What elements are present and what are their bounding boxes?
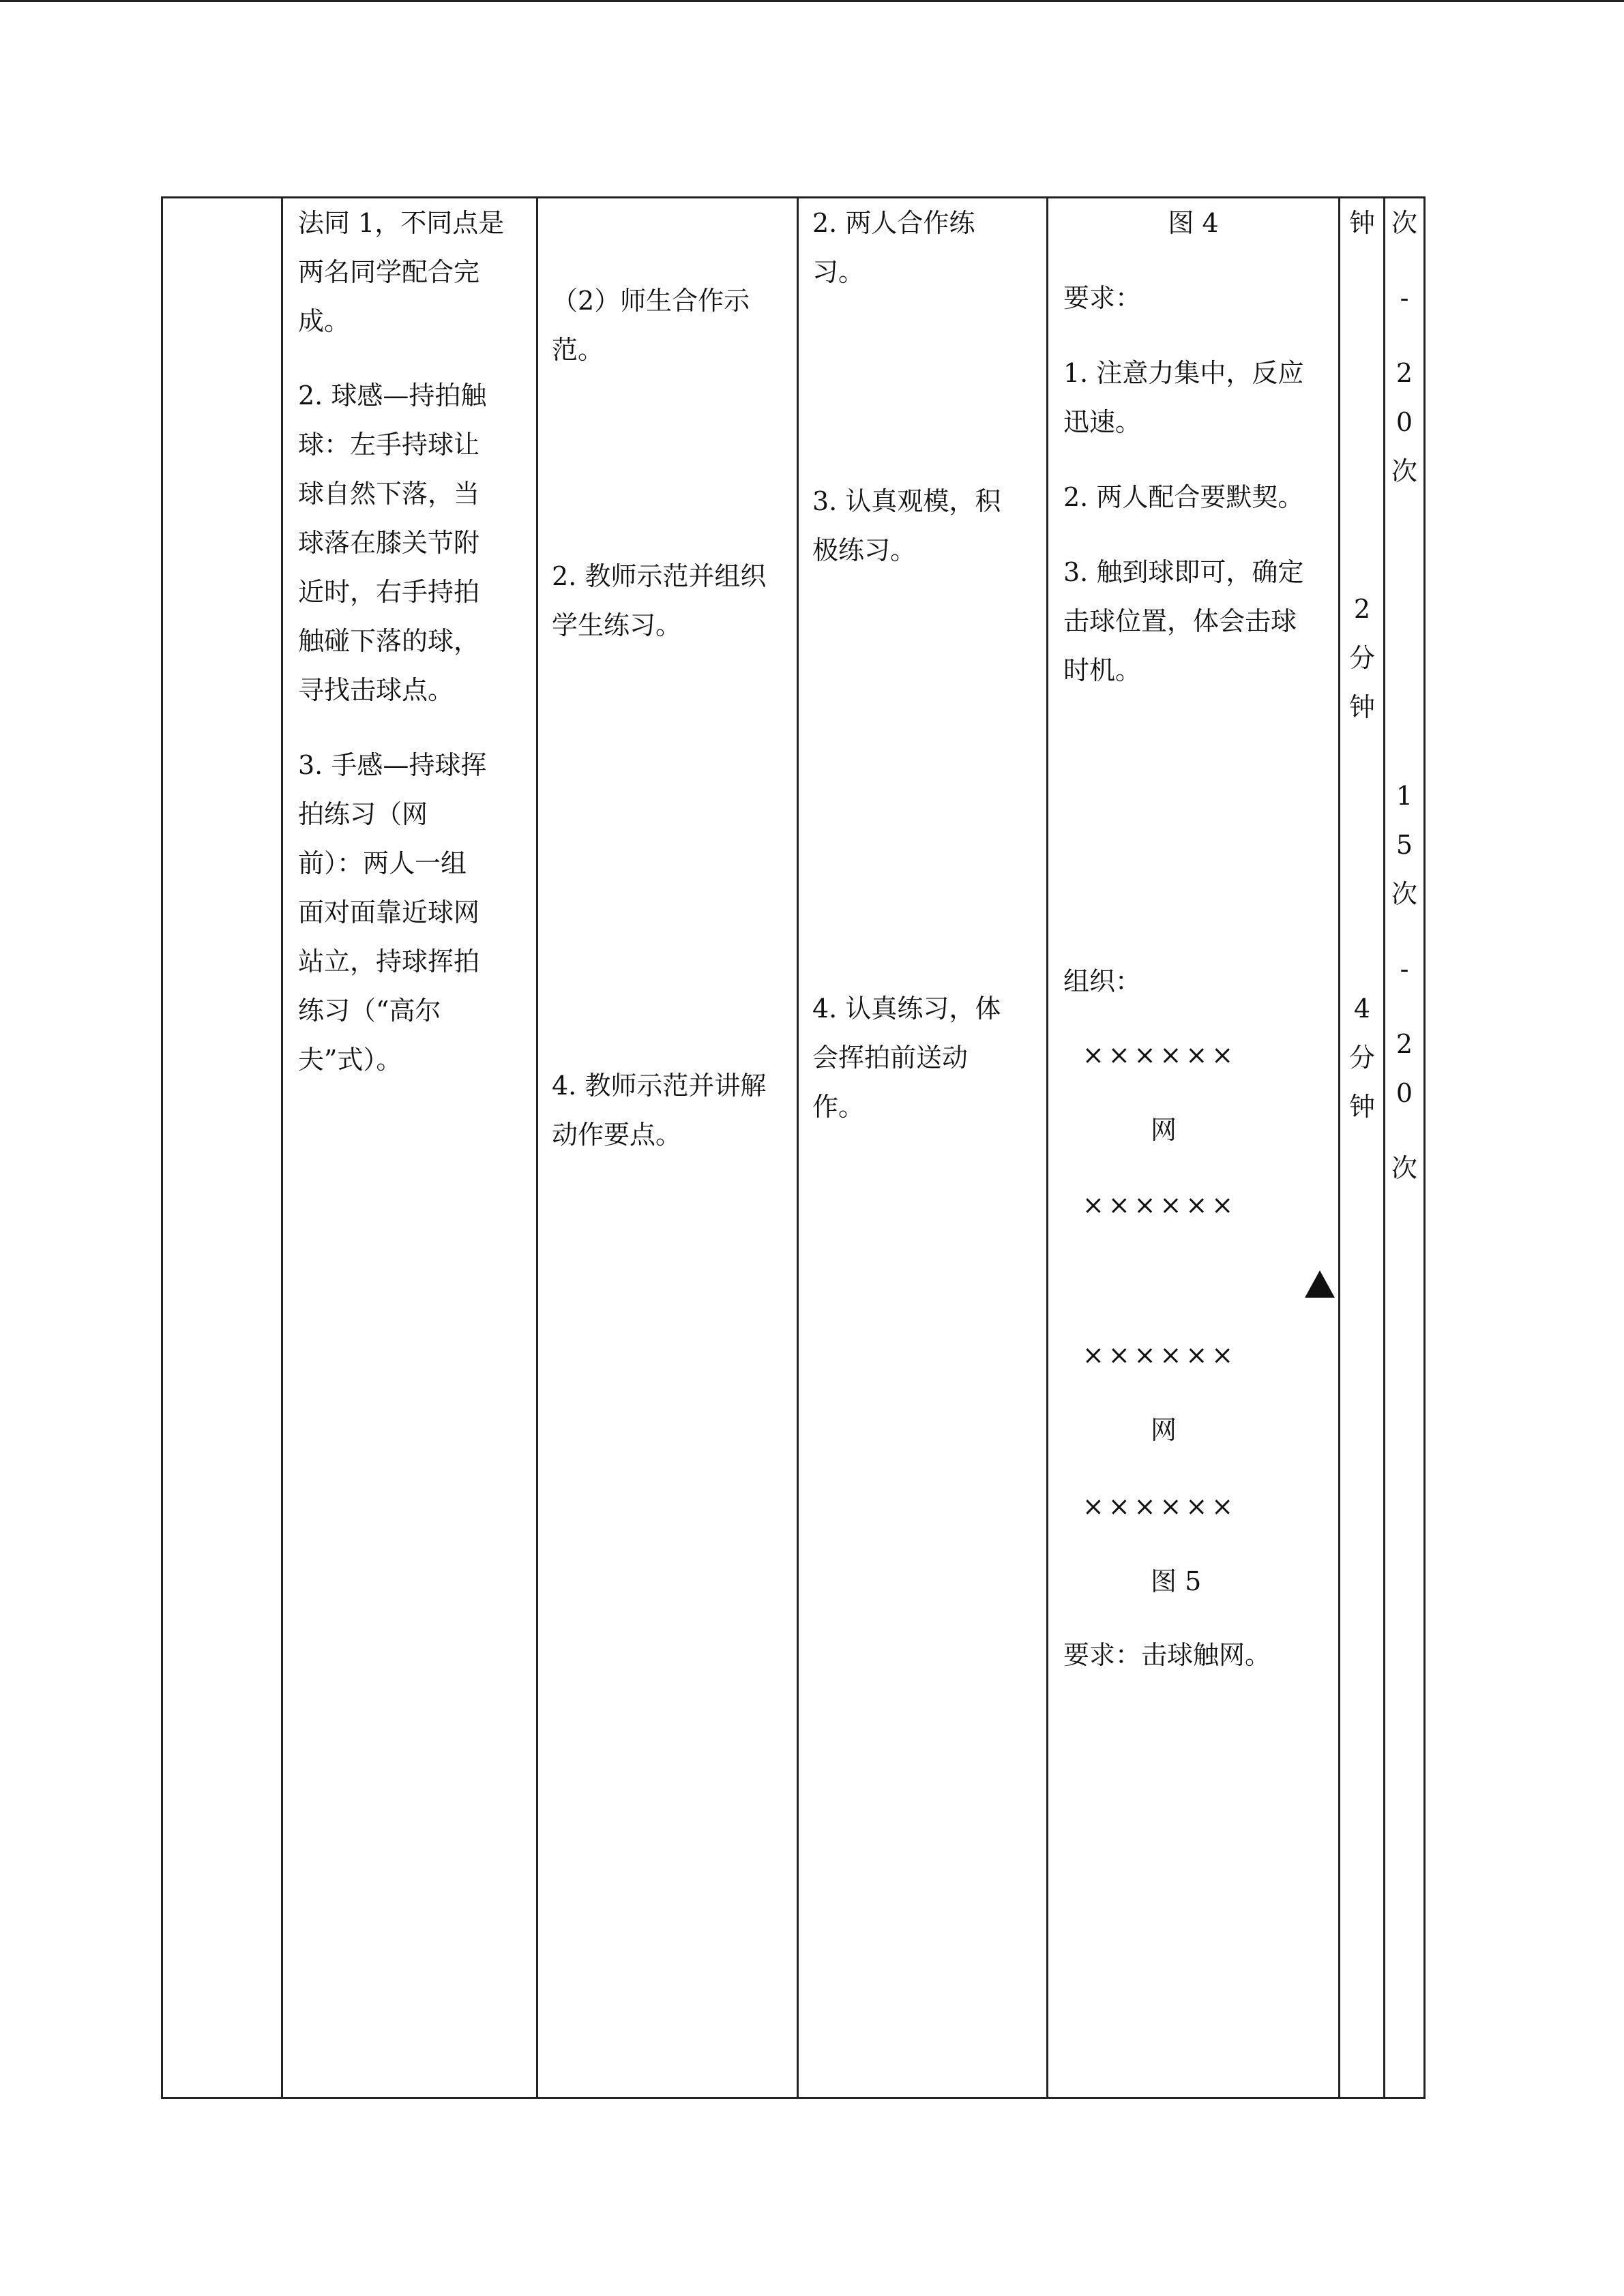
repetition-char: 次 xyxy=(1391,208,1417,238)
student-line: 习。 xyxy=(812,257,865,287)
teacher-column-cell xyxy=(538,198,797,2097)
teacher-line: 学生练习。 xyxy=(552,610,682,640)
content-line: 成。 xyxy=(298,306,351,336)
repetition-char: 1 xyxy=(1396,781,1413,811)
content-line: 2. 球感—持拍触 xyxy=(298,381,487,411)
time-char: 钟 xyxy=(1348,1092,1375,1122)
student-row-formation: ×××××× xyxy=(1082,1491,1238,1521)
time-char: 钟 xyxy=(1348,692,1375,722)
content-line: 球：左手持球让 xyxy=(298,430,480,460)
student-line: 2. 两人合作练 xyxy=(812,208,975,238)
student-line: 作。 xyxy=(812,1092,865,1122)
requirement-line: 1. 注意力集中，反应 xyxy=(1063,358,1304,388)
content-line: 球落在膝关节附 xyxy=(298,528,480,558)
student-line: 会挥拍前送动 xyxy=(812,1043,969,1073)
content-line: 寻找击球点。 xyxy=(298,675,454,705)
time-char: 钟 xyxy=(1348,208,1375,238)
teacher-line: 4. 教师示范并讲解 xyxy=(552,1071,767,1101)
repetition-char: 2 xyxy=(1396,358,1413,388)
content-line: 面对面靠近球网 xyxy=(298,897,480,927)
empty-column-cell xyxy=(163,198,281,2097)
student-column-cell xyxy=(799,198,1046,2097)
student-row-formation: ×××××× xyxy=(1082,1340,1238,1370)
content-line: 法同 1，不同点是 xyxy=(298,208,505,238)
time-column-cell xyxy=(1340,198,1383,2097)
content-line: 球自然下落，当 xyxy=(298,479,480,509)
organisation-column-cell xyxy=(1048,198,1338,2097)
content-line: 3. 手感—持球挥 xyxy=(298,750,487,780)
organisation-label: 组织： xyxy=(1063,966,1142,996)
content-line: 近时，右手持拍 xyxy=(298,577,480,607)
net-label: 网 xyxy=(1151,1115,1177,1145)
teacher-line: 2. 教师示范并组织 xyxy=(552,561,767,591)
requirement-line: 击球位置，体会击球 xyxy=(1063,606,1297,636)
requirement-line: 要求：击球触网。 xyxy=(1063,1640,1271,1670)
student-line: 4. 认真练习，体 xyxy=(812,994,1001,1024)
teacher-triangle-icon xyxy=(1305,1270,1335,1298)
time-char: 2 xyxy=(1353,594,1371,624)
figure-caption: 图 4 xyxy=(1168,208,1219,238)
time-char: 分 xyxy=(1348,1043,1375,1073)
student-row-formation: ×××××× xyxy=(1082,1040,1238,1070)
content-line: 拍练习（网 xyxy=(298,799,428,829)
repetition-char: - xyxy=(1400,954,1409,984)
teacher-line: 动作要点。 xyxy=(552,1120,682,1150)
content-column-cell xyxy=(283,198,536,2097)
repetition-char: 次 xyxy=(1391,456,1417,486)
content-line: 练习（“高尔 xyxy=(298,996,441,1026)
content-line: 两名同学配合完 xyxy=(298,257,480,287)
repetition-char: 0 xyxy=(1396,407,1413,437)
student-line: 极练习。 xyxy=(812,535,917,565)
teacher-line: （2）师生合作示 xyxy=(552,286,750,316)
requirement-line: 迅速。 xyxy=(1063,407,1142,437)
repetition-char: 5 xyxy=(1396,830,1413,860)
repetition-char: - xyxy=(1400,283,1409,313)
repetition-char: 次 xyxy=(1391,1153,1417,1183)
lesson-plan-table xyxy=(161,196,1426,2099)
teacher-line: 范。 xyxy=(552,335,604,365)
page-top-border xyxy=(0,0,1624,2)
student-row-formation: ×××××× xyxy=(1082,1190,1238,1220)
content-line: 夫”式）。 xyxy=(298,1045,402,1075)
time-char: 分 xyxy=(1348,643,1375,673)
requirement-line: 时机。 xyxy=(1063,655,1142,685)
repetition-char: 0 xyxy=(1396,1078,1413,1108)
requirement-label: 要求： xyxy=(1063,283,1142,313)
requirement-line: 3. 触到球即可，确定 xyxy=(1063,557,1304,587)
repetition-char: 次 xyxy=(1391,879,1417,909)
student-line: 3. 认真观模，积 xyxy=(812,486,1001,516)
requirement-line: 2. 两人配合要默契。 xyxy=(1063,482,1304,512)
content-line: 站立，持球挥拍 xyxy=(298,946,480,976)
net-label: 网 xyxy=(1151,1415,1177,1445)
time-char: 4 xyxy=(1353,994,1371,1024)
figure-caption: 图 5 xyxy=(1151,1566,1202,1596)
repetition-char: 2 xyxy=(1396,1029,1413,1059)
content-line: 前）：两人一组 xyxy=(298,848,467,878)
repetition-column-cell xyxy=(1385,198,1423,2097)
content-line: 触碰下落的球， xyxy=(298,626,480,656)
